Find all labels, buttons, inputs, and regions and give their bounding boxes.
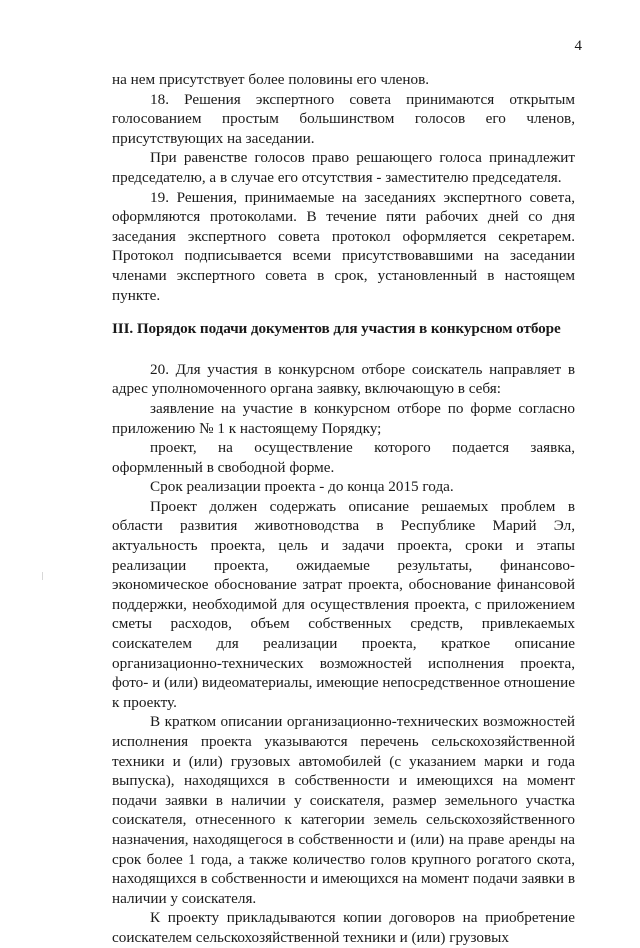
document-body [112,70,575,948]
paragraph: Срок реализации проекта - до конца 2015 года. [150,478,454,496]
paragraph: При равенстве голосов право решающего голоса принадлежит председателю, а в случае его отсутствия - заместителю председателя. [112,149,575,186]
page-number: 4 [574,38,582,54]
paragraph: В кратком описании организационно-технических возможностей исполнения проекта указываются перечень сельскохозяйственной техники и (или) грузовых автомобилей (с указанием марки и года выпуска), находящихся в собственности и имеющихся на момент подачи заявки в наличии у соискателя, размер земельного участка соискателя, отнесенного к категории земель сельскохозяйственного назначения, находящегося в собственности и (или) на праве аренды на срок более 1 года, а также количество голов крупного рогатого скота, находящихся в собственности и имеющихся на момент подачи заявки в наличии у соискателя. [112,713,575,907]
section-heading: III. Порядок подачи документов для участия в конкурсном отборе [112,320,561,338]
paragraph: Проект должен содержать описание решаемых проблем в области развития животноводства в Республике Марий Эл, актуальность проекта, цель и задачи проекта, сроки и этапы реализации проекта, ожидаемые результаты, финансово-экономическое обоснование затрат проекта, обоснование финансовой поддержки, необходимой для осуществления проекта, с приложением сметы расходов, объем собственных средств, привлекаемых соискателем для реализации проекта, краткое описание организационно-технических возможностей исполнения проекта, фото- и (или) видеоматериалы, имеющие непосредственное отношение к проекту. [112,497,575,711]
paragraph: К проекту прикладываются копии договоров на приобретение соискателем сельскохозяйственной техники и (или) грузовых [112,909,575,946]
paragraph: на нем присутствует более половины его членов. [112,71,430,88]
paragraph: заявление на участие в конкурсном отборе по форме согласно приложению № 1 к настоящему Порядку; [112,399,575,437]
paragraph-item-20: 20. Для участия в конкурсном отборе соискатель направляет в адрес уполномоченного органа заявку, включающую в себя: [112,360,575,398]
paragraph-item-18: 18. Решения экспертного совета принимаются открытым голосованием простым большинством голосов его членов, присутствующих на заседании. [112,90,575,147]
margin-mark [42,572,43,580]
paragraph-item-19: 19. Решения, принимаемые на заседаниях экспертного совета, оформляются протоколами. В течение пяти рабочих дней со дня заседания экспертного совета протокол оформляется секретарем. Протокол подписывается всеми присутствовавшими на заседании членами экспертного совета в срок, установленный в настоящем пункте. [112,188,575,304]
paragraph: проект, на осуществление которого подается заявка, оформленный в свободной форме. [112,439,575,476]
